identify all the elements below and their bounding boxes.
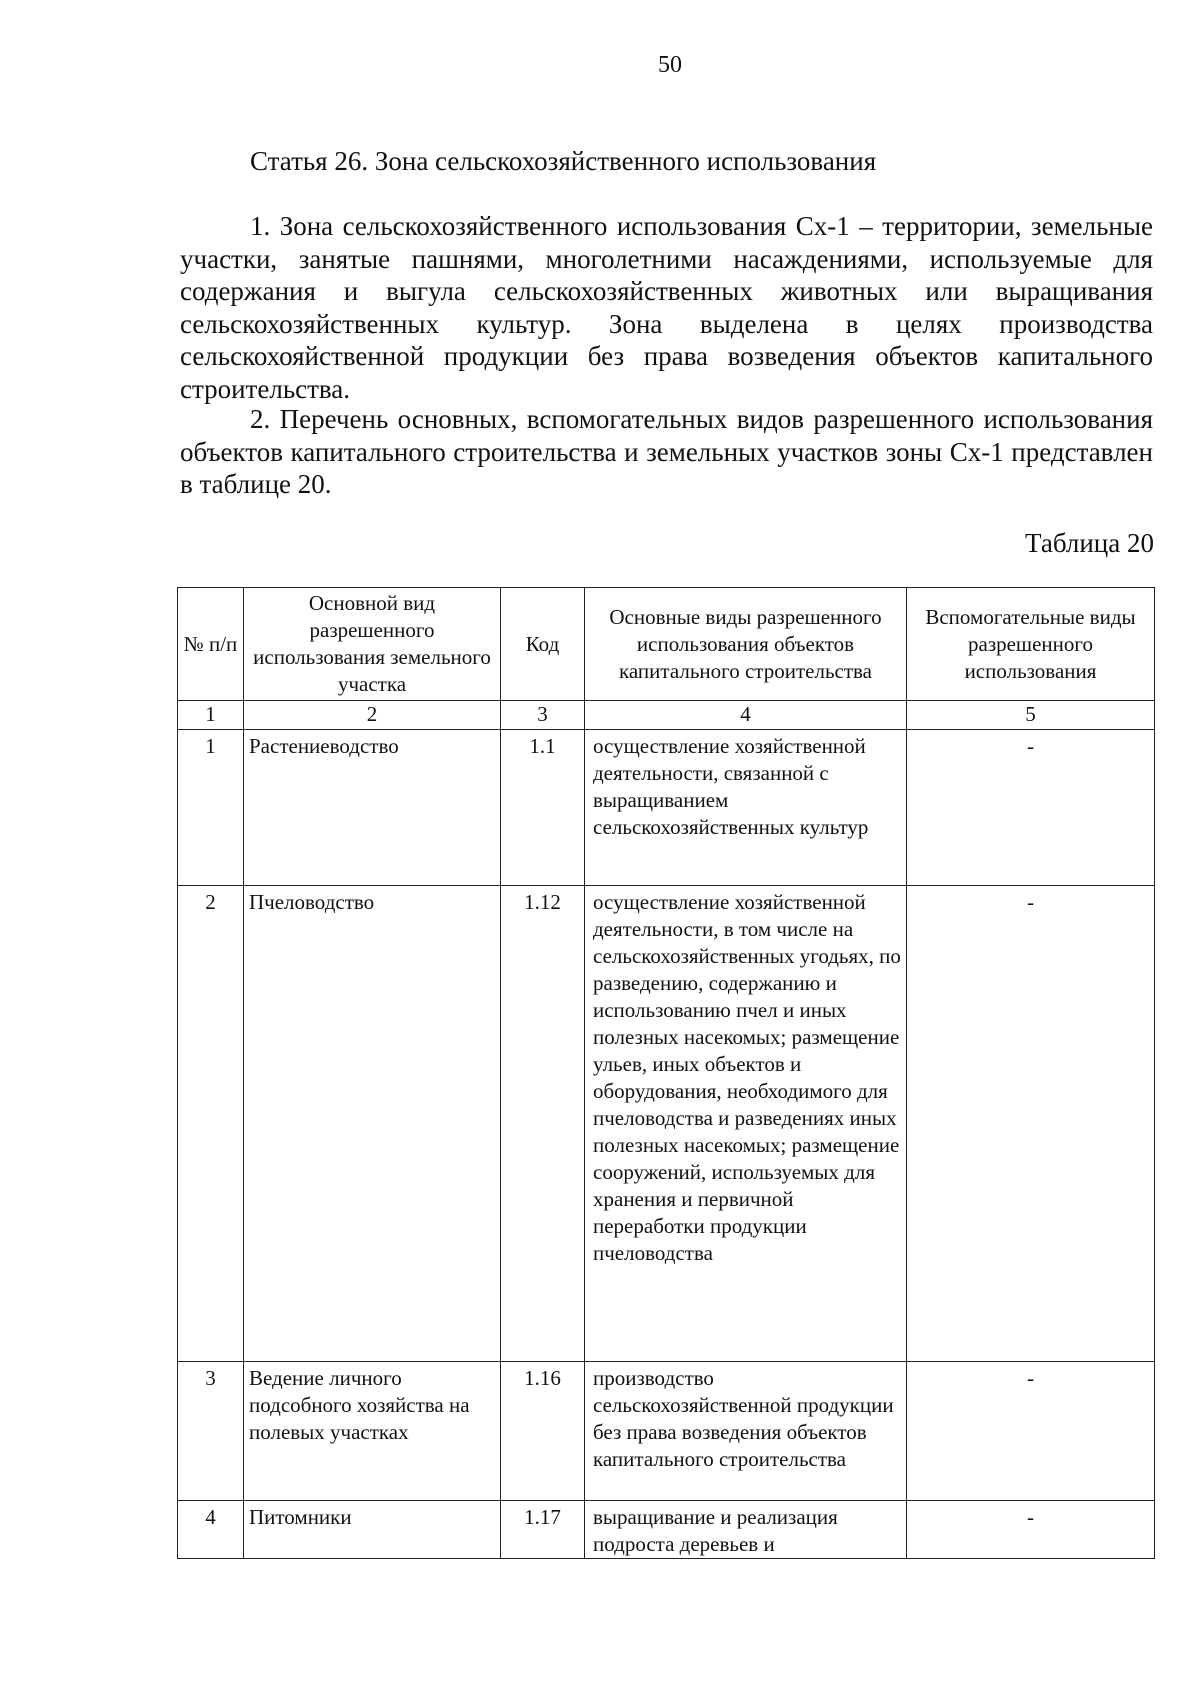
row-code: 1.12 bbox=[501, 886, 585, 1362]
row-kind: Ведение личного подсобного хозяйства на полевых участках bbox=[244, 1362, 501, 1501]
table-header-row bbox=[178, 588, 1155, 701]
row-number: 2 bbox=[178, 886, 244, 1362]
paragraph-2-text: 2. Перечень основных, вспомогательных видов разрешенного использования объектов капитального строительства и земельных участков зоны Сх-1 представлен в таблице 20. bbox=[180, 404, 1153, 499]
article-title: Статья 26. Зона сельскохозяйственного использования bbox=[250, 146, 877, 176]
row-kind: Питомники bbox=[244, 1501, 501, 1559]
table-row bbox=[178, 730, 1155, 886]
row-aux: - bbox=[907, 1501, 1155, 1559]
column-number: 4 bbox=[585, 701, 907, 730]
column-number: 1 bbox=[178, 701, 244, 730]
row-kind: Пчеловодство bbox=[244, 886, 501, 1362]
row-number: 4 bbox=[178, 1501, 244, 1559]
row-main: выращивание и реализация подроста деревьев и bbox=[585, 1501, 907, 1559]
page-number: 50 bbox=[658, 52, 682, 78]
row-number: 1 bbox=[178, 730, 244, 886]
header-number: № п/п bbox=[178, 588, 244, 701]
header-main-capital: Основные виды разрешенного использования объектов капитального строительства bbox=[585, 588, 907, 701]
zone-table bbox=[177, 587, 1155, 1559]
row-main: производство сельскохозяйственной продукции без права возведения объектов капитального строительства bbox=[585, 1362, 907, 1501]
paragraph-2 bbox=[180, 403, 1153, 501]
row-aux: - bbox=[907, 730, 1155, 886]
column-number-row bbox=[178, 701, 1155, 730]
header-main-kind: Основной вид разрешенного использования земельного участка bbox=[244, 588, 501, 701]
row-main: осуществление хозяйственной деятельности, связанной с выращиванием сельскохозяйственных культур bbox=[585, 730, 907, 886]
column-number: 2 bbox=[244, 701, 501, 730]
row-code: 1.16 bbox=[501, 1362, 585, 1501]
row-number: 3 bbox=[178, 1362, 244, 1501]
row-code: 1.1 bbox=[501, 730, 585, 886]
header-auxiliary: Вспомогательные виды разрешенного использования bbox=[907, 588, 1155, 701]
header-code: Код bbox=[501, 588, 585, 701]
row-aux: - bbox=[907, 886, 1155, 1362]
table-row bbox=[178, 1501, 1155, 1559]
table-row bbox=[178, 886, 1155, 1362]
row-aux: - bbox=[907, 1362, 1155, 1501]
row-main: осуществление хозяйственной деятельности, в том числе на сельскохозяйственных угодьях, по разведению, содержанию и использованию пчел и иных полезных насекомых; размещение ульев, иных объектов и оборудования, необходимого для пчеловодства и разведениях иных полезных насекомых; размещение сооружений, используемых для хранения и первичной переработки продукции пчеловодства bbox=[585, 886, 907, 1362]
table-row bbox=[178, 1362, 1155, 1501]
row-kind: Растениеводство bbox=[244, 730, 501, 886]
column-number: 3 bbox=[501, 701, 585, 730]
table-caption: Таблица 20 bbox=[1025, 528, 1154, 558]
column-number: 5 bbox=[907, 701, 1155, 730]
paragraph-1-text: 1. Зона сельскохозяйственного использования Сх-1 – территории, земельные участки, занятые пашнями, многолетними насаждениями, используемые для содержания и выгула сельскохозяйственных животных или выращивания сельскохозяйственных культур. Зона выделена в целях производства сельскохояйственной продукции без права возведения объектов капитального строительства. bbox=[180, 211, 1153, 404]
paragraph-1 bbox=[180, 210, 1153, 405]
row-code: 1.17 bbox=[501, 1501, 585, 1559]
